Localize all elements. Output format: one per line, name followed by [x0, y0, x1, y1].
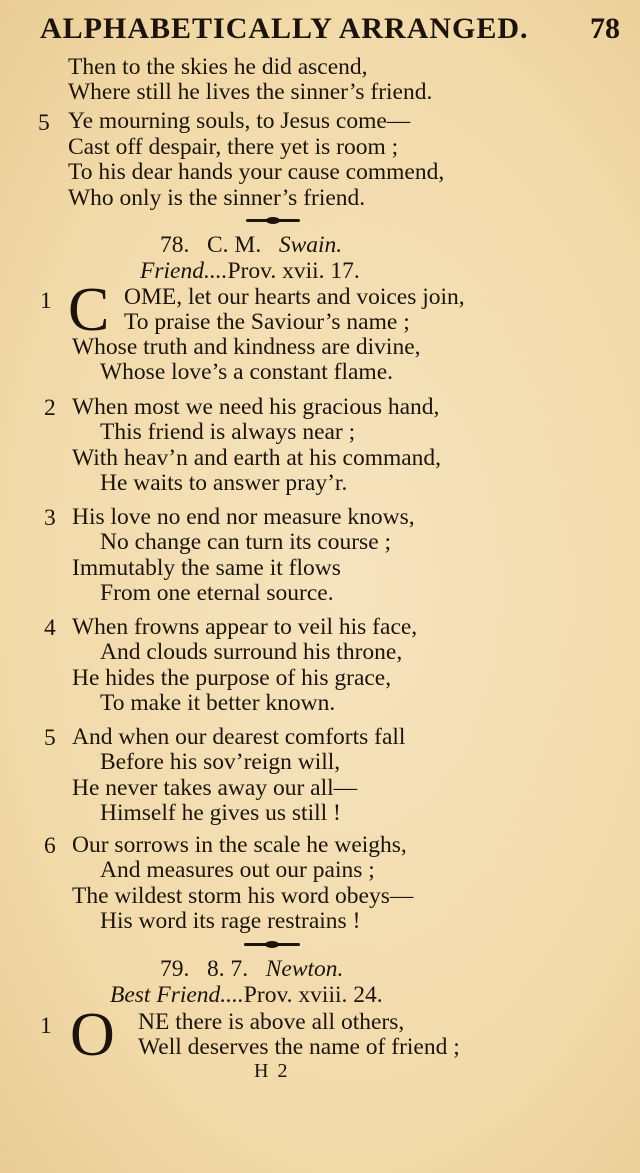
verse-line: His love no end nor measure knows, [72, 504, 415, 530]
verse-line: When most we need his gracious hand, [72, 394, 440, 420]
verse-line: Himself he gives us still ! [100, 800, 341, 826]
verse-line: Immutably the same it flows [72, 555, 341, 581]
drop-cap: C [68, 276, 110, 344]
verse-number: 5 [38, 110, 50, 136]
verse-line: From one eternal source. [100, 580, 334, 606]
section-divider [244, 943, 300, 946]
hymn-author: Swain. [278, 232, 343, 258]
drop-cap: O [70, 1001, 115, 1069]
verse-line: Ye mourning souls, to Jesus come— [68, 108, 411, 134]
hymn-number: 79. [160, 956, 190, 982]
hymn-author: Newton. [265, 956, 344, 982]
verse-line: When frowns appear to veil his face, [72, 614, 418, 640]
verse-line: Before his sov’reign will, [100, 749, 341, 775]
hymn-heading [160, 958, 343, 982]
running-header [40, 12, 620, 48]
verse-number: 2 [44, 395, 56, 421]
verse-line: And clouds surround his throne, [100, 639, 403, 665]
verse-line: He never takes away our all— [72, 775, 358, 801]
hymn-theme: Best Friend.... [110, 982, 244, 1008]
verse-line: Our sorrows in the scale he weighs, [72, 832, 407, 858]
verse-line: To his dear hands your cause commend, [68, 159, 445, 185]
hymn-theme: Friend.... [140, 258, 228, 284]
verse-line: Cast off despair, there yet is room ; [68, 134, 399, 160]
verse-line: Then to the skies he did ascend, [68, 54, 368, 80]
verse-line: And when our dearest comforts fall [72, 724, 406, 750]
printer-signature: H 2 [254, 1060, 290, 1082]
hymn-heading [160, 234, 342, 258]
verse-line: This friend is always near ; [100, 419, 356, 445]
verse-line: NE there is above all others, [138, 1009, 405, 1035]
verse-number: 6 [44, 833, 56, 859]
verse-line: With heav’n and earth at his command, [72, 445, 442, 471]
verse-number: 4 [44, 615, 56, 641]
verse-line: OME, let our hearts and voices join, [124, 284, 465, 310]
verse-number: 1 [40, 1013, 52, 1039]
verse-line: To praise the Saviour’s name ; [124, 309, 410, 335]
verse-line: To make it better known. [100, 690, 336, 716]
hymn-meter: C. M. [207, 232, 262, 258]
hymn-subtitle [110, 984, 383, 1008]
verse-line: And measures out our pains ; [100, 857, 375, 883]
verse-line: Where still he lives the sinner’s friend. [68, 79, 433, 105]
hymn-reference: Prov. xvii. 17. [227, 258, 360, 284]
verse-line: Whose truth and kindness are divine, [72, 334, 421, 360]
verse-line: He hides the purpose of his grace, [72, 665, 392, 691]
verse-line: He waits to answer pray’r. [100, 470, 348, 496]
verse-line: No change can turn its course ; [100, 529, 392, 555]
verse-line: Whose love’s a constant flame. [100, 359, 394, 385]
hymn-meter: 8. 7. [207, 956, 249, 982]
verse-number: 5 [44, 725, 56, 751]
page-number: 78 [590, 12, 620, 45]
hymn-reference: Prov. xviii. 24. [243, 982, 383, 1008]
running-title: ALPHABETICALLY ARRANGED. [40, 12, 529, 45]
hymn-subtitle [140, 260, 360, 284]
verse-number: 1 [40, 288, 52, 314]
verse-line: His word its rage restrains ! [100, 908, 361, 934]
section-divider [246, 219, 300, 222]
verse-line: Who only is the sinner’s friend. [68, 185, 366, 211]
verse-line: Well deserves the name of friend ; [138, 1034, 460, 1060]
verse-number: 3 [44, 505, 56, 531]
verse-line: The wildest storm his word obeys— [72, 883, 414, 909]
hymn-number: 78. [160, 232, 190, 258]
